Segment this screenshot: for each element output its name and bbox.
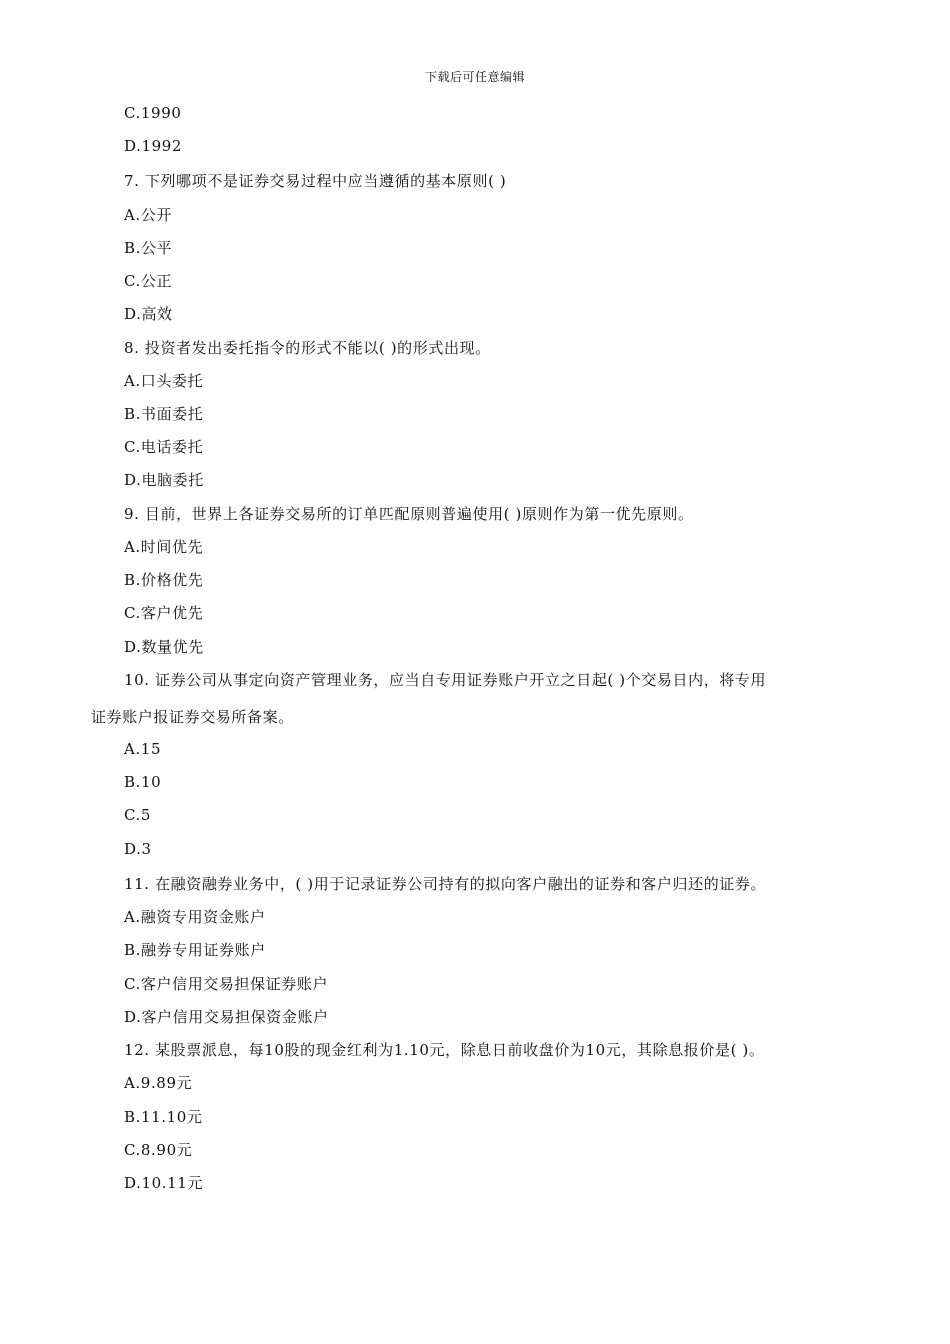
option-d: D.数量优先 bbox=[124, 638, 204, 656]
page-header: 下载后可任意编辑 bbox=[424, 70, 525, 84]
option-c: C.5 bbox=[124, 806, 152, 824]
question-8: 8. 投资者发出委托指令的形式不能以( )的形式出现。 bbox=[124, 339, 491, 357]
option-d: D.客户信用交易担保资金账户 bbox=[124, 1008, 329, 1026]
option-a: A.融资专用资金账户 bbox=[124, 908, 266, 926]
option-b: B.融券专用证券账户 bbox=[124, 941, 266, 959]
question-10-continued: 证券账户报证券交易所备案。 bbox=[91, 708, 294, 726]
option-b: B.书面委托 bbox=[124, 405, 204, 423]
question-11: 11. 在融资融券业务中，( )用于记录证券公司持有的拟向客户融出的证券和客户归还的证券。 bbox=[124, 875, 767, 893]
option-b: B.11.10元 bbox=[124, 1108, 203, 1126]
option-c: C.8.90元 bbox=[124, 1141, 193, 1159]
option-a: A.时间优先 bbox=[124, 538, 204, 556]
option-a: A.口头委托 bbox=[124, 372, 204, 390]
question-7: 7. 下列哪项不是证券交易过程中应当遵循的基本原则( ) bbox=[124, 172, 507, 190]
option-a: A.9.89元 bbox=[124, 1074, 193, 1092]
option-b: B.公平 bbox=[124, 239, 173, 257]
option-d: D.1992 bbox=[124, 137, 183, 155]
option-c: C.客户信用交易担保证券账户 bbox=[124, 975, 329, 993]
option-c: C.客户优先 bbox=[124, 604, 204, 622]
option-a: A.公开 bbox=[124, 206, 173, 224]
option-b: B.10 bbox=[124, 773, 162, 791]
question-9: 9. 目前，世界上各证券交易所的订单匹配原则普遍使用( )原则作为第一优先原则。 bbox=[124, 505, 694, 523]
option-b: B.价格优先 bbox=[124, 571, 204, 589]
option-d: D.电脑委托 bbox=[124, 471, 204, 489]
option-d: D.高效 bbox=[124, 305, 173, 323]
option-c: C.公正 bbox=[124, 272, 173, 290]
option-d: D.10.11元 bbox=[124, 1174, 204, 1192]
question-10: 10. 证券公司从事定向资产管理业务，应当自专用证券账户开立之日起( )个交易日内，将专用 bbox=[124, 671, 767, 689]
option-c: C.1990 bbox=[124, 104, 182, 122]
question-12: 12. 某股票派息，每10股的现金红利为1.10元，除息日前收盘价为10元，其除息报价是( )。 bbox=[124, 1041, 765, 1059]
option-d: D.3 bbox=[124, 840, 152, 858]
option-c: C.电话委托 bbox=[124, 438, 204, 456]
option-a: A.15 bbox=[124, 740, 162, 758]
